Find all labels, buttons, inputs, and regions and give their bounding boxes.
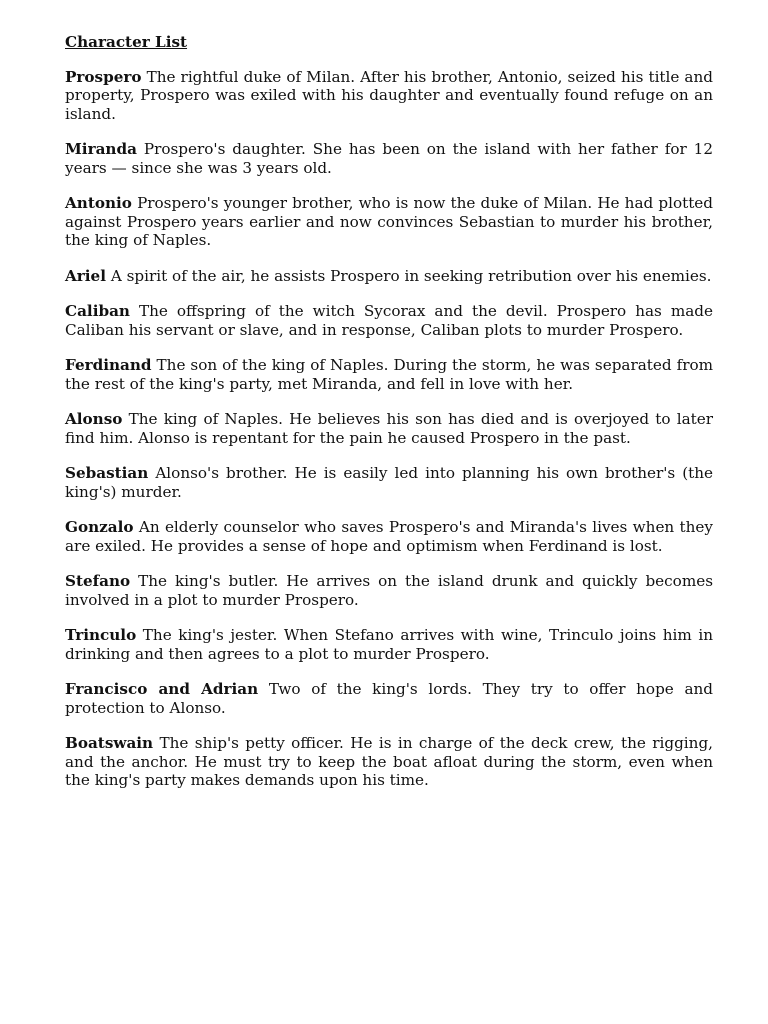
character-name: Trinculo (65, 626, 137, 645)
character-description: Two of the king's lords. They try to offer hope and protection to Alonso. (65, 680, 714, 717)
character-entry-prospero (65, 68, 713, 123)
character-name: Miranda (65, 140, 137, 159)
character-description: The rightful duke of Milan. After his brother, Antonio, seized his title and property, Prospero was exiled with his daughter and eventually found refuge on an island. (65, 68, 713, 123)
character-entry-trinculo (65, 626, 713, 662)
character-name: Boatswain (65, 734, 154, 753)
character-description: The king's jester. When Stefano arrives with wine, Trinculo joins him in drinking and then agrees to a plot to murder Prospero. (65, 626, 713, 663)
character-name: Stefano (65, 572, 131, 591)
character-description: The son of the king of Naples. During the storm, he was separated from the rest of the king's party, met Miranda, and fell in love with her. (65, 356, 714, 393)
character-name: Caliban (65, 302, 130, 321)
character-description: An elderly counselor who saves Prospero's and Miranda's lives when they are exiled. He provides a sense of hope and optimism when Ferdinand is lost. (65, 518, 714, 555)
character-description: Prospero's younger brother, who is now the duke of Milan. He had plotted against Prospero years earlier and now convinces Sebastian to murder his brother, the king of Naples. (65, 194, 714, 249)
character-entry-francisco-and-adrian (65, 680, 713, 716)
character-entry-miranda (65, 140, 713, 176)
document-page (65, 33, 713, 807)
character-entry-gonzalo (65, 518, 713, 554)
character-entry-boatswain (65, 734, 713, 789)
character-entry-ariel (65, 267, 713, 285)
character-name: Antonio (65, 194, 132, 213)
character-entry-sebastian (65, 464, 713, 500)
character-name: Francisco and Adrian (65, 680, 259, 699)
character-description: The king's butler. He arrives on the island drunk and quickly becomes involved in a plot to murder Prospero. (65, 572, 713, 609)
character-name: Alonso (65, 410, 123, 429)
character-description: A spirit of the air, he assists Prospero in seeking retribution over his enemies. (110, 266, 712, 285)
character-entry-caliban (65, 302, 713, 338)
character-entry-alonso (65, 410, 713, 446)
character-entry-stefano (65, 572, 713, 608)
character-entry-ferdinand (65, 356, 713, 392)
character-name: Gonzalo (65, 518, 134, 537)
character-description: The king of Naples. He believes his son has died and is overjoyed to later find him. Alonso is repentant for the pain he caused Prospero in the past. (65, 410, 714, 447)
document-heading: Character List (65, 33, 188, 51)
character-description: The offspring of the witch Sycorax and the devil. Prospero has made Caliban his servant or slave, and in response, Caliban plots to murder Prospero. (65, 302, 714, 339)
character-entry-antonio (65, 194, 713, 249)
character-description: Alonso's brother. He is easily led into planning his own brother's (the king's) murder. (65, 464, 714, 501)
character-description: The ship's petty officer. He is in charge of the deck crew, the rigging, and the anchor. He must try to keep the boat afloat during the storm, even when the king's party makes demands upon his time. (65, 734, 713, 789)
character-name: Ferdinand (65, 356, 152, 375)
character-name: Ariel (65, 266, 106, 285)
character-description: Prospero's daughter. She has been on the island with her father for 12 years — since she was 3 years old. (65, 140, 713, 177)
character-name: Sebastian (65, 464, 149, 483)
character-name: Prospero (65, 68, 142, 87)
